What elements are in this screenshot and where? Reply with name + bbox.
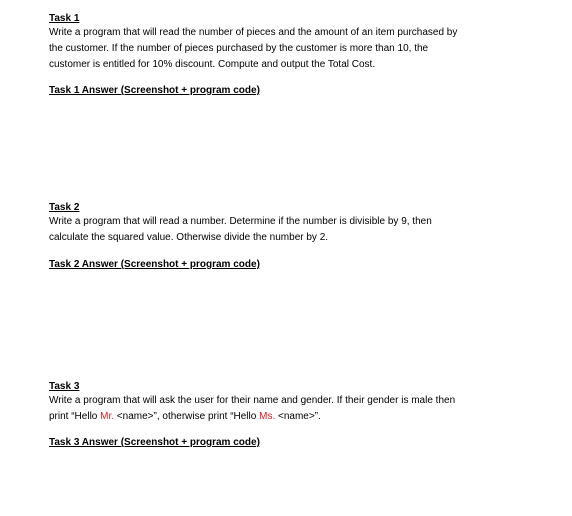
- task-3-line-1: Write a program that will ask the user for their name and gender. If their gender is male then: [49, 395, 456, 406]
- task-3-line-2-part-2: <name>”, otherwise print “Hello: [114, 411, 260, 422]
- task-1-title: Task 1: [49, 13, 80, 24]
- task-2-title: Task 2: [49, 202, 80, 213]
- task-1-description: [49, 25, 519, 73]
- task-1-answer-heading: Task 1 Answer (Screenshot + program code): [49, 85, 260, 96]
- task-3-answer-heading: Task 3 Answer (Screenshot + program code): [49, 437, 260, 448]
- task-1-line-2: the customer. If the number of pieces purchased by the customer is more than 10, the: [49, 43, 429, 54]
- task-2-description: [49, 214, 519, 246]
- task-3-line-2-part-1: print “Hello: [49, 411, 101, 422]
- task-3-line-2-part-3: <name>”.: [275, 411, 321, 422]
- task-3-section: [49, 381, 519, 449]
- task-2-answer-heading: Task 2 Answer (Screenshot + program code): [49, 259, 260, 270]
- task-1-line-3: customer is entitled for 10% discount. Compute and output the Total Cost.: [49, 59, 376, 70]
- task-3-title: Task 3: [49, 381, 80, 392]
- task-1-line-1: Write a program that will read the number of pieces and the amount of an item purchased by: [49, 27, 458, 38]
- task-2-line-2: calculate the squared value. Otherwise divide the number by 2.: [49, 232, 329, 243]
- task-3-ms-highlight: Ms.: [259, 411, 276, 422]
- task-1-section: [49, 13, 519, 97]
- task-3-description: [49, 393, 519, 425]
- task-2-line-1: Write a program that will read a number. Determine if the number is divisible by 9, then: [49, 216, 432, 227]
- task-3-mr-highlight: Mr.: [100, 411, 115, 422]
- task-2-section: [49, 202, 519, 271]
